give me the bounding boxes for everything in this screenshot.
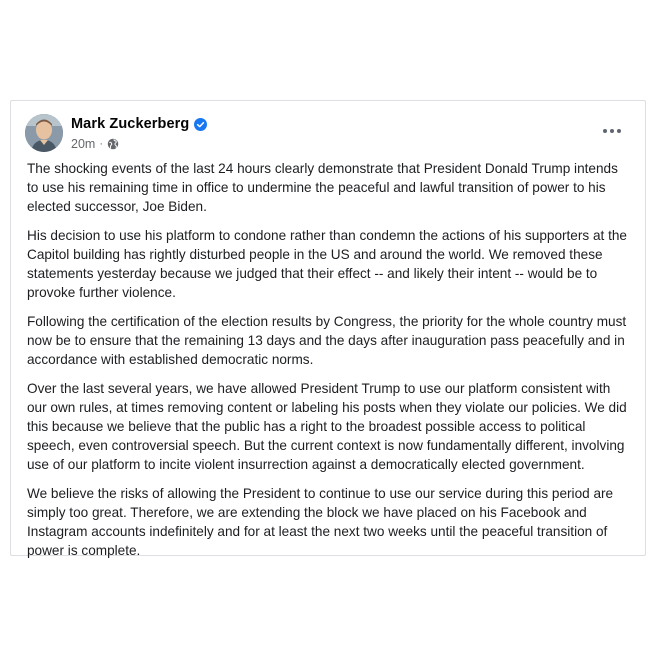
more-options-icon-dot (610, 129, 614, 133)
globe-icon[interactable] (107, 138, 119, 150)
verified-badge-icon (194, 118, 207, 131)
post-paragraph: We believe the risks of allowing the President to continue to use our service during this period are simply too great. Therefore, we are extending the block we have placed on his Facebook and Instagram accounts indefinitely and for at least the next two weeks until the peaceful transition of power is complete. (27, 486, 614, 558)
author-row (71, 115, 207, 133)
post-header (25, 113, 631, 153)
post-timestamp[interactable]: 20m (71, 137, 96, 151)
avatar-photo-icon (25, 114, 63, 152)
author-name[interactable]: Mark Zuckerberg (71, 116, 190, 132)
meta-separator: · (99, 137, 103, 150)
post-meta (71, 136, 207, 152)
post-paragraph: His decision to use his platform to condone rather than condemn the actions of his supporters at the Capitol building has rightly disturbed people in the US and around the world. We removed these statements yesterday because we judged that their effect -- and likely their intent -- would be to provoke further violence. (27, 228, 627, 300)
author-avatar[interactable] (25, 114, 63, 152)
more-options-button[interactable] (601, 123, 623, 139)
post-paragraph: The shocking events of the last 24 hours clearly demonstrate that President Donald Trump intends to use his remaining time in office to undermine the peaceful and lawful transition of power to his elected successor, Joe Biden. (27, 161, 618, 214)
more-options-icon-dot (617, 129, 621, 133)
author-info (71, 115, 207, 152)
post-body (27, 159, 631, 570)
post-paragraph: Over the last several years, we have allowed President Trump to use our platform consistent with our own rules, at times removing content or labeling his posts when they violate our policies. We did this because we believe that the public has a right to the broadest possible access to political speech, even controversial speech. But the current context is now fundamentally different, involving use of our platform to incite violent insurrection against a democratically elected government. (27, 381, 627, 472)
more-options-icon-dot (603, 129, 607, 133)
facebook-post-card (10, 100, 646, 556)
post-paragraph: Following the certification of the election results by Congress, the priority for the whole country must now be to ensure that the remaining 13 days and the days after inauguration pass peacefully and in accordance with established democratic norms. (27, 314, 627, 367)
